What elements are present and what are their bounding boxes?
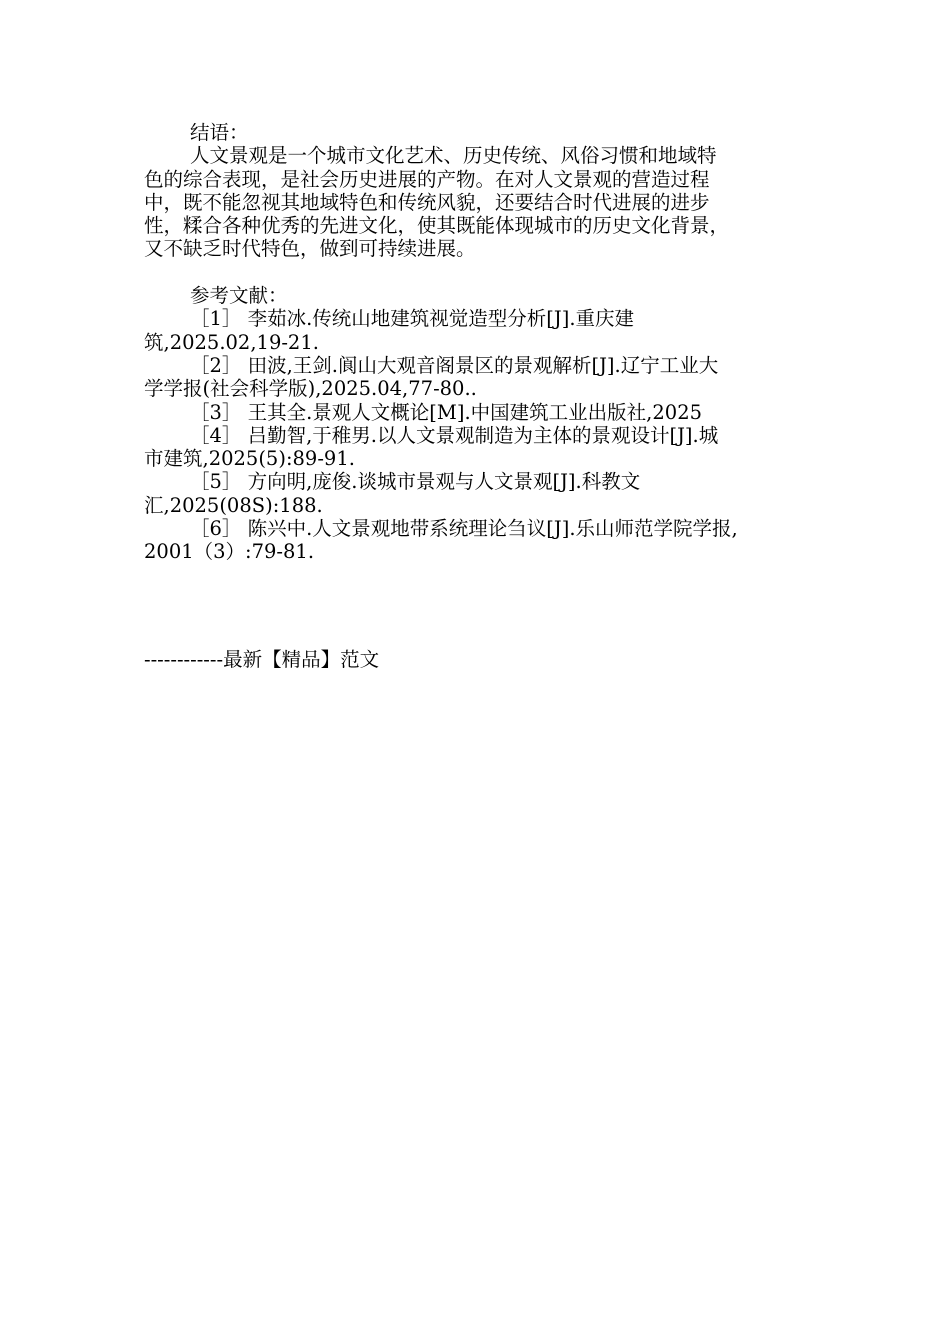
footer-text: ------------最新【精品】范文: [144, 648, 380, 671]
conclusion-line: 人文景观是一个城市文化艺术、历史传统、风俗习惯和地域特: [190, 144, 717, 168]
reference-item-6-cont: 2001（3）:79-81.: [144, 540, 315, 564]
conclusion-line: 中，既不能忽视其地域特色和传统风貌，还要结合时代进展的进步: [144, 190, 710, 214]
reference-item-2-cont: 学学报(社会科学版),2025.04,77-80..: [144, 377, 477, 401]
conclusion-line: 性，糅合各种优秀的先进文化，使其既能体现城市的历史文化背景，: [144, 214, 730, 238]
reference-item-5-cont: 汇,2025(08S):188.: [144, 493, 323, 517]
reference-item-1-cont: 筑,2025.02,19-21.: [144, 330, 319, 354]
reference-item-1: ［1］ 李茹冰.传统山地建筑视觉造型分析[J].重庆建: [190, 307, 635, 331]
conclusion-heading: 结语：: [190, 121, 249, 144]
reference-item-4-cont: 市建筑,2025(5):89-91.: [144, 447, 355, 471]
conclusion-line: 色的综合表现，是社会历史进展的产物。在对人文景观的营造过程: [144, 167, 710, 191]
reference-item-5: ［5］ 方向明,庞俊.谈城市景观与人文景观[J].科教文: [190, 470, 641, 494]
reference-item-3: ［3］ 王其全.景观人文概论[M].中国建筑工业出版社,2025: [190, 400, 703, 424]
reference-item-4: ［4］ 吕勤智,于稚男.以人文景观制造为主体的景观设计[J].城: [190, 423, 719, 447]
paragraph-spacer: [144, 261, 814, 284]
reference-item-6: ［6］ 陈兴中.人文景观地带系统理论刍议[J].乐山师范学院学报,: [190, 517, 738, 541]
document-body: [144, 121, 814, 564]
reference-item-2: ［2］ 田波,王剑.阆山大观音阁景区的景观解析[J].辽宁工业大: [190, 353, 719, 377]
references-heading: 参考文献：: [190, 284, 288, 308]
conclusion-line: 又不缺乏时代特色，做到可持续进展。: [144, 237, 476, 261]
